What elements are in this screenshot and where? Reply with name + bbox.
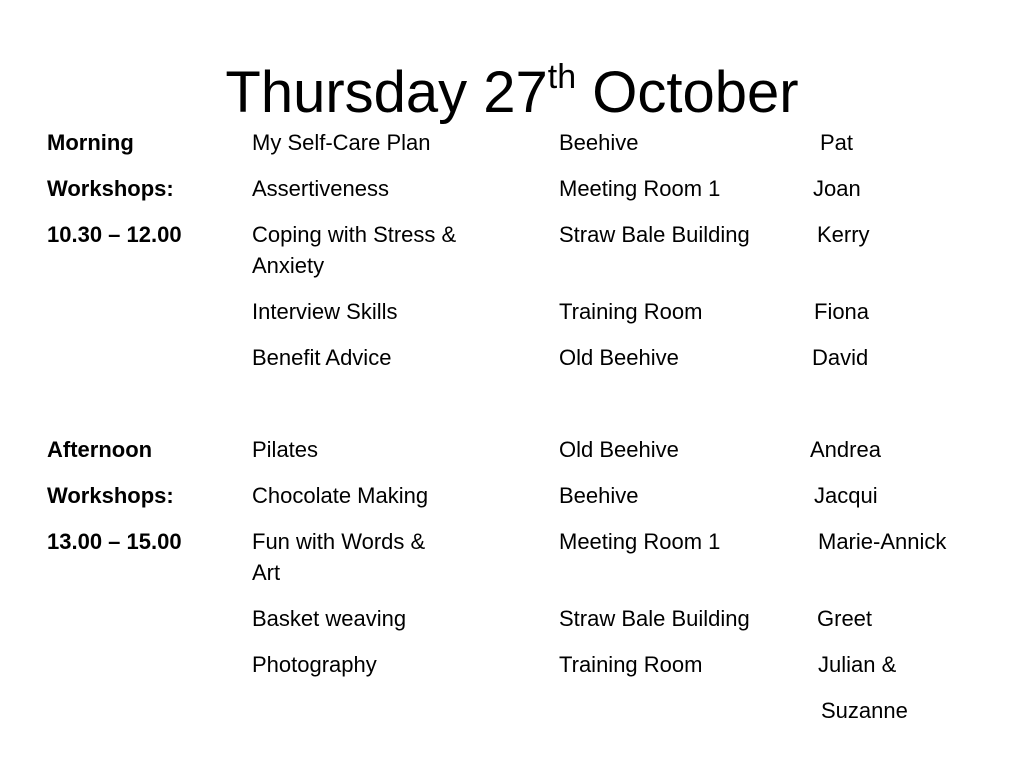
title-rest: October bbox=[576, 60, 799, 125]
afternoon-workshop-5: Photography bbox=[252, 652, 377, 677]
morning-room-4: Training Room bbox=[559, 299, 703, 324]
morning-workshop-3-cont: Anxiety bbox=[252, 253, 325, 278]
afternoon-room-3: Meeting Room 1 bbox=[559, 529, 721, 554]
morning-room-5: Old Beehive bbox=[559, 345, 679, 370]
afternoon-room-2: Beehive bbox=[559, 483, 639, 508]
afternoon-workshop-3-cont: Art bbox=[252, 560, 281, 585]
afternoon-room-1: Old Beehive bbox=[559, 437, 679, 462]
morning-room-3: Straw Bale Building bbox=[559, 222, 750, 247]
afternoon-time-label: 13.00 – 15.00 bbox=[47, 529, 182, 554]
afternoon-leader-2: Jacqui bbox=[814, 483, 878, 508]
page-title bbox=[0, 58, 1024, 128]
afternoon-workshops-label: Workshops: bbox=[47, 483, 174, 508]
afternoon-workshop-3: Fun with Words & bbox=[252, 529, 426, 554]
morning-room-2: Meeting Room 1 bbox=[559, 176, 721, 201]
afternoon-leader-5-cont: Suzanne bbox=[821, 698, 908, 723]
morning-workshop-5: Benefit Advice bbox=[252, 345, 392, 370]
morning-workshop-4: Interview Skills bbox=[252, 299, 398, 324]
morning-workshop-3: Coping with Stress & bbox=[252, 222, 457, 247]
morning-room-1: Beehive bbox=[559, 130, 639, 155]
morning-leader-4: Fiona bbox=[814, 299, 870, 324]
title-main: Thursday 27 bbox=[225, 60, 548, 125]
morning-leader-1: Pat bbox=[820, 130, 854, 155]
morning-label: Morning bbox=[47, 130, 134, 155]
morning-workshop-1: My Self-Care Plan bbox=[252, 130, 431, 155]
afternoon-workshop-4: Basket weaving bbox=[252, 606, 407, 631]
afternoon-room-4: Straw Bale Building bbox=[559, 606, 750, 631]
title-superscript: th bbox=[547, 57, 577, 96]
morning-workshops-label: Workshops: bbox=[47, 176, 174, 201]
morning-workshop-2: Assertiveness bbox=[252, 176, 389, 201]
morning-leader-3: Kerry bbox=[817, 222, 870, 247]
afternoon-leader-1: Andrea bbox=[810, 437, 881, 462]
morning-leader-5: David bbox=[812, 345, 869, 370]
morning-time-label: 10.30 – 12.00 bbox=[47, 222, 182, 247]
afternoon-workshop-1: Pilates bbox=[252, 437, 319, 462]
afternoon-label: Afternoon bbox=[47, 437, 153, 462]
afternoon-workshop-2: Chocolate Making bbox=[252, 483, 429, 508]
afternoon-leader-3: Marie-Annick bbox=[818, 529, 947, 554]
afternoon-room-5: Training Room bbox=[559, 652, 703, 677]
afternoon-leader-5: Julian & bbox=[818, 652, 897, 677]
afternoon-leader-4: Greet bbox=[817, 606, 873, 631]
morning-leader-2: Joan bbox=[813, 176, 861, 201]
